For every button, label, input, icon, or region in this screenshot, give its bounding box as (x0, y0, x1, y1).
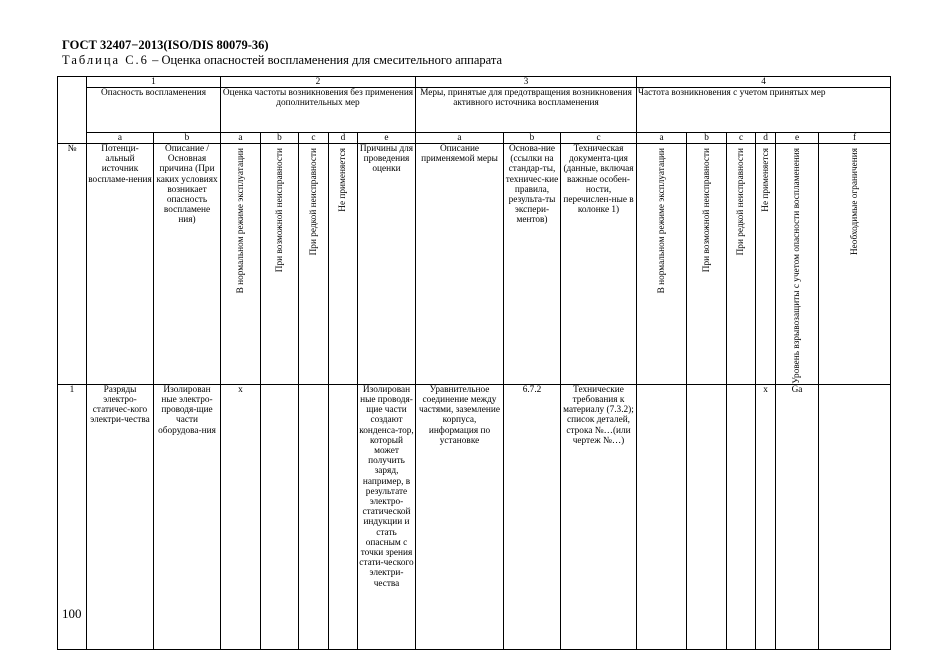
letter-2c: c (299, 133, 329, 144)
row-rare-fault (299, 384, 329, 649)
desc-not-applicable-after-text: Не применяется (760, 148, 771, 212)
group-title-4: Частота возникновения с учетом принятых мер (637, 88, 891, 133)
page-number: 100 (62, 606, 82, 621)
desc-rare-fault-text: При редкой неисправности (308, 148, 319, 256)
desc-not-applicable-text: Не применяется (338, 148, 348, 212)
group-title-1: Опасность воспламенения (87, 88, 221, 133)
column-letter-row (58, 133, 891, 144)
desc-not-applicable-after (756, 144, 776, 385)
letter-4e: e (776, 133, 819, 144)
desc-rare-fault (299, 144, 329, 385)
desc-possible-fault-after-text: При возможной неисправности (701, 148, 712, 273)
letter-4f: f (819, 133, 891, 144)
letter-3b: b (504, 133, 561, 144)
desc-rare-fault-after-text: При редкой неисправности (736, 148, 747, 256)
row-technical-docs: Технические требования к материалу (7.3.2); список деталей, строка №…(или чертеж №…) (561, 384, 637, 649)
desc-possible-fault (261, 144, 299, 385)
desc-restrictions-text: Необходимые ограничения (849, 148, 860, 256)
letter-4a: a (637, 133, 687, 144)
letter-2e: e (358, 133, 416, 144)
desc-restrictions (819, 144, 891, 385)
row-restrictions (819, 384, 891, 649)
row-number: 1 (58, 384, 87, 649)
desc-protection-level (776, 144, 819, 385)
desc-normal-operation-after (637, 144, 687, 385)
group-number-2: 2 (221, 77, 416, 88)
group-number-row (58, 77, 891, 88)
row-rare-fault-after (727, 384, 756, 649)
row-measure: Уравнительное соединение между частями, заземление корпуса, информация по установке (416, 384, 504, 649)
desc-assessment-reasons: Причины для проведения оценки (358, 144, 416, 385)
ignition-hazard-table (57, 76, 891, 650)
group-title-2: Оценка частоты возникновения без применения дополнительных мер (221, 88, 416, 133)
row-not-applicable-after: x (756, 384, 776, 649)
desc-normal-operation-after-text: В нормальном режиме эксплуатации (656, 148, 667, 294)
desc-measure: Описание применяемой меры (416, 144, 504, 385)
column-description-row (58, 144, 891, 385)
table-title: – Оценка опасностей воспламенения для смесительного аппарата (148, 53, 503, 67)
document-header (62, 38, 502, 68)
table-caption (62, 53, 502, 68)
no-header-blank (58, 77, 87, 144)
group-number-4: 4 (637, 77, 891, 88)
letter-1b: b (154, 133, 221, 144)
desc-normal-operation (221, 144, 261, 385)
desc-protection-level-text: Уровень взрывозащиты с учетом опасности воспламенения (792, 148, 803, 384)
desc-basis: Основа-ние (ссылки на стандар-ты, техничес-кие правила, результа-ты экспери-ментов) (504, 144, 561, 385)
desc-normal-operation-text: В нормальном режиме эксплуатации (235, 148, 246, 294)
group-number-1: 1 (87, 77, 221, 88)
desc-no: № (58, 144, 87, 385)
row-not-applicable (329, 384, 358, 649)
group-title-row (58, 88, 891, 133)
letter-3c: c (561, 133, 637, 144)
row-protection-level: Ga (776, 384, 819, 649)
group-number-3: 3 (416, 77, 637, 88)
desc-possible-fault-after (687, 144, 727, 385)
letter-4c: c (727, 133, 756, 144)
letter-2a: a (221, 133, 261, 144)
letter-2d: d (329, 133, 358, 144)
letter-2b: b (261, 133, 299, 144)
group-title-3: Меры, принятые для предотвращения возникновения активного источника воспламенения (416, 88, 637, 133)
letter-3a: a (416, 133, 504, 144)
standard-code: ГОСТ 32407−2013(ISO/DIS 80079-36) (62, 38, 269, 52)
desc-rare-fault-after (727, 144, 756, 385)
desc-not-applicable (329, 144, 358, 385)
desc-technical-docs: Техническая документа-ция (данные, включая важные особен-ности, перечислен-ные в колонке 1) (561, 144, 637, 385)
letter-4d: d (756, 133, 776, 144)
row-normal-operation-after (637, 384, 687, 649)
row-possible-fault (261, 384, 299, 649)
row-basis: 6.7.2 (504, 384, 561, 649)
letter-1a: a (87, 133, 154, 144)
desc-possible-fault-text: При возможной неисправности (274, 148, 285, 273)
row-possible-fault-after (687, 384, 727, 649)
table-label: Таблица С.6 (62, 53, 149, 67)
row-normal-operation: x (221, 384, 261, 649)
row-ignition-source: Разряды электро-статичес-кого электри-чества (87, 384, 154, 649)
row-main-cause: Изолирован ные электро-проводя-щие части оборудова-ния (154, 384, 221, 649)
desc-main-cause: Описание / Основная причина (При каких условиях возникает опасность воспламене ния) (154, 144, 221, 385)
row-assessment-reasons: Изолирован ные проводя-щие части создают конденса-тор, который может получить заряд, например, в результате электро-статической индукции и стать опасным с точки зрения стати-ческого электри-чества (358, 384, 416, 649)
table-row (58, 384, 891, 649)
desc-ignition-source: Потенци-альный источник воспламе-нения (87, 144, 154, 385)
letter-4b: b (687, 133, 727, 144)
